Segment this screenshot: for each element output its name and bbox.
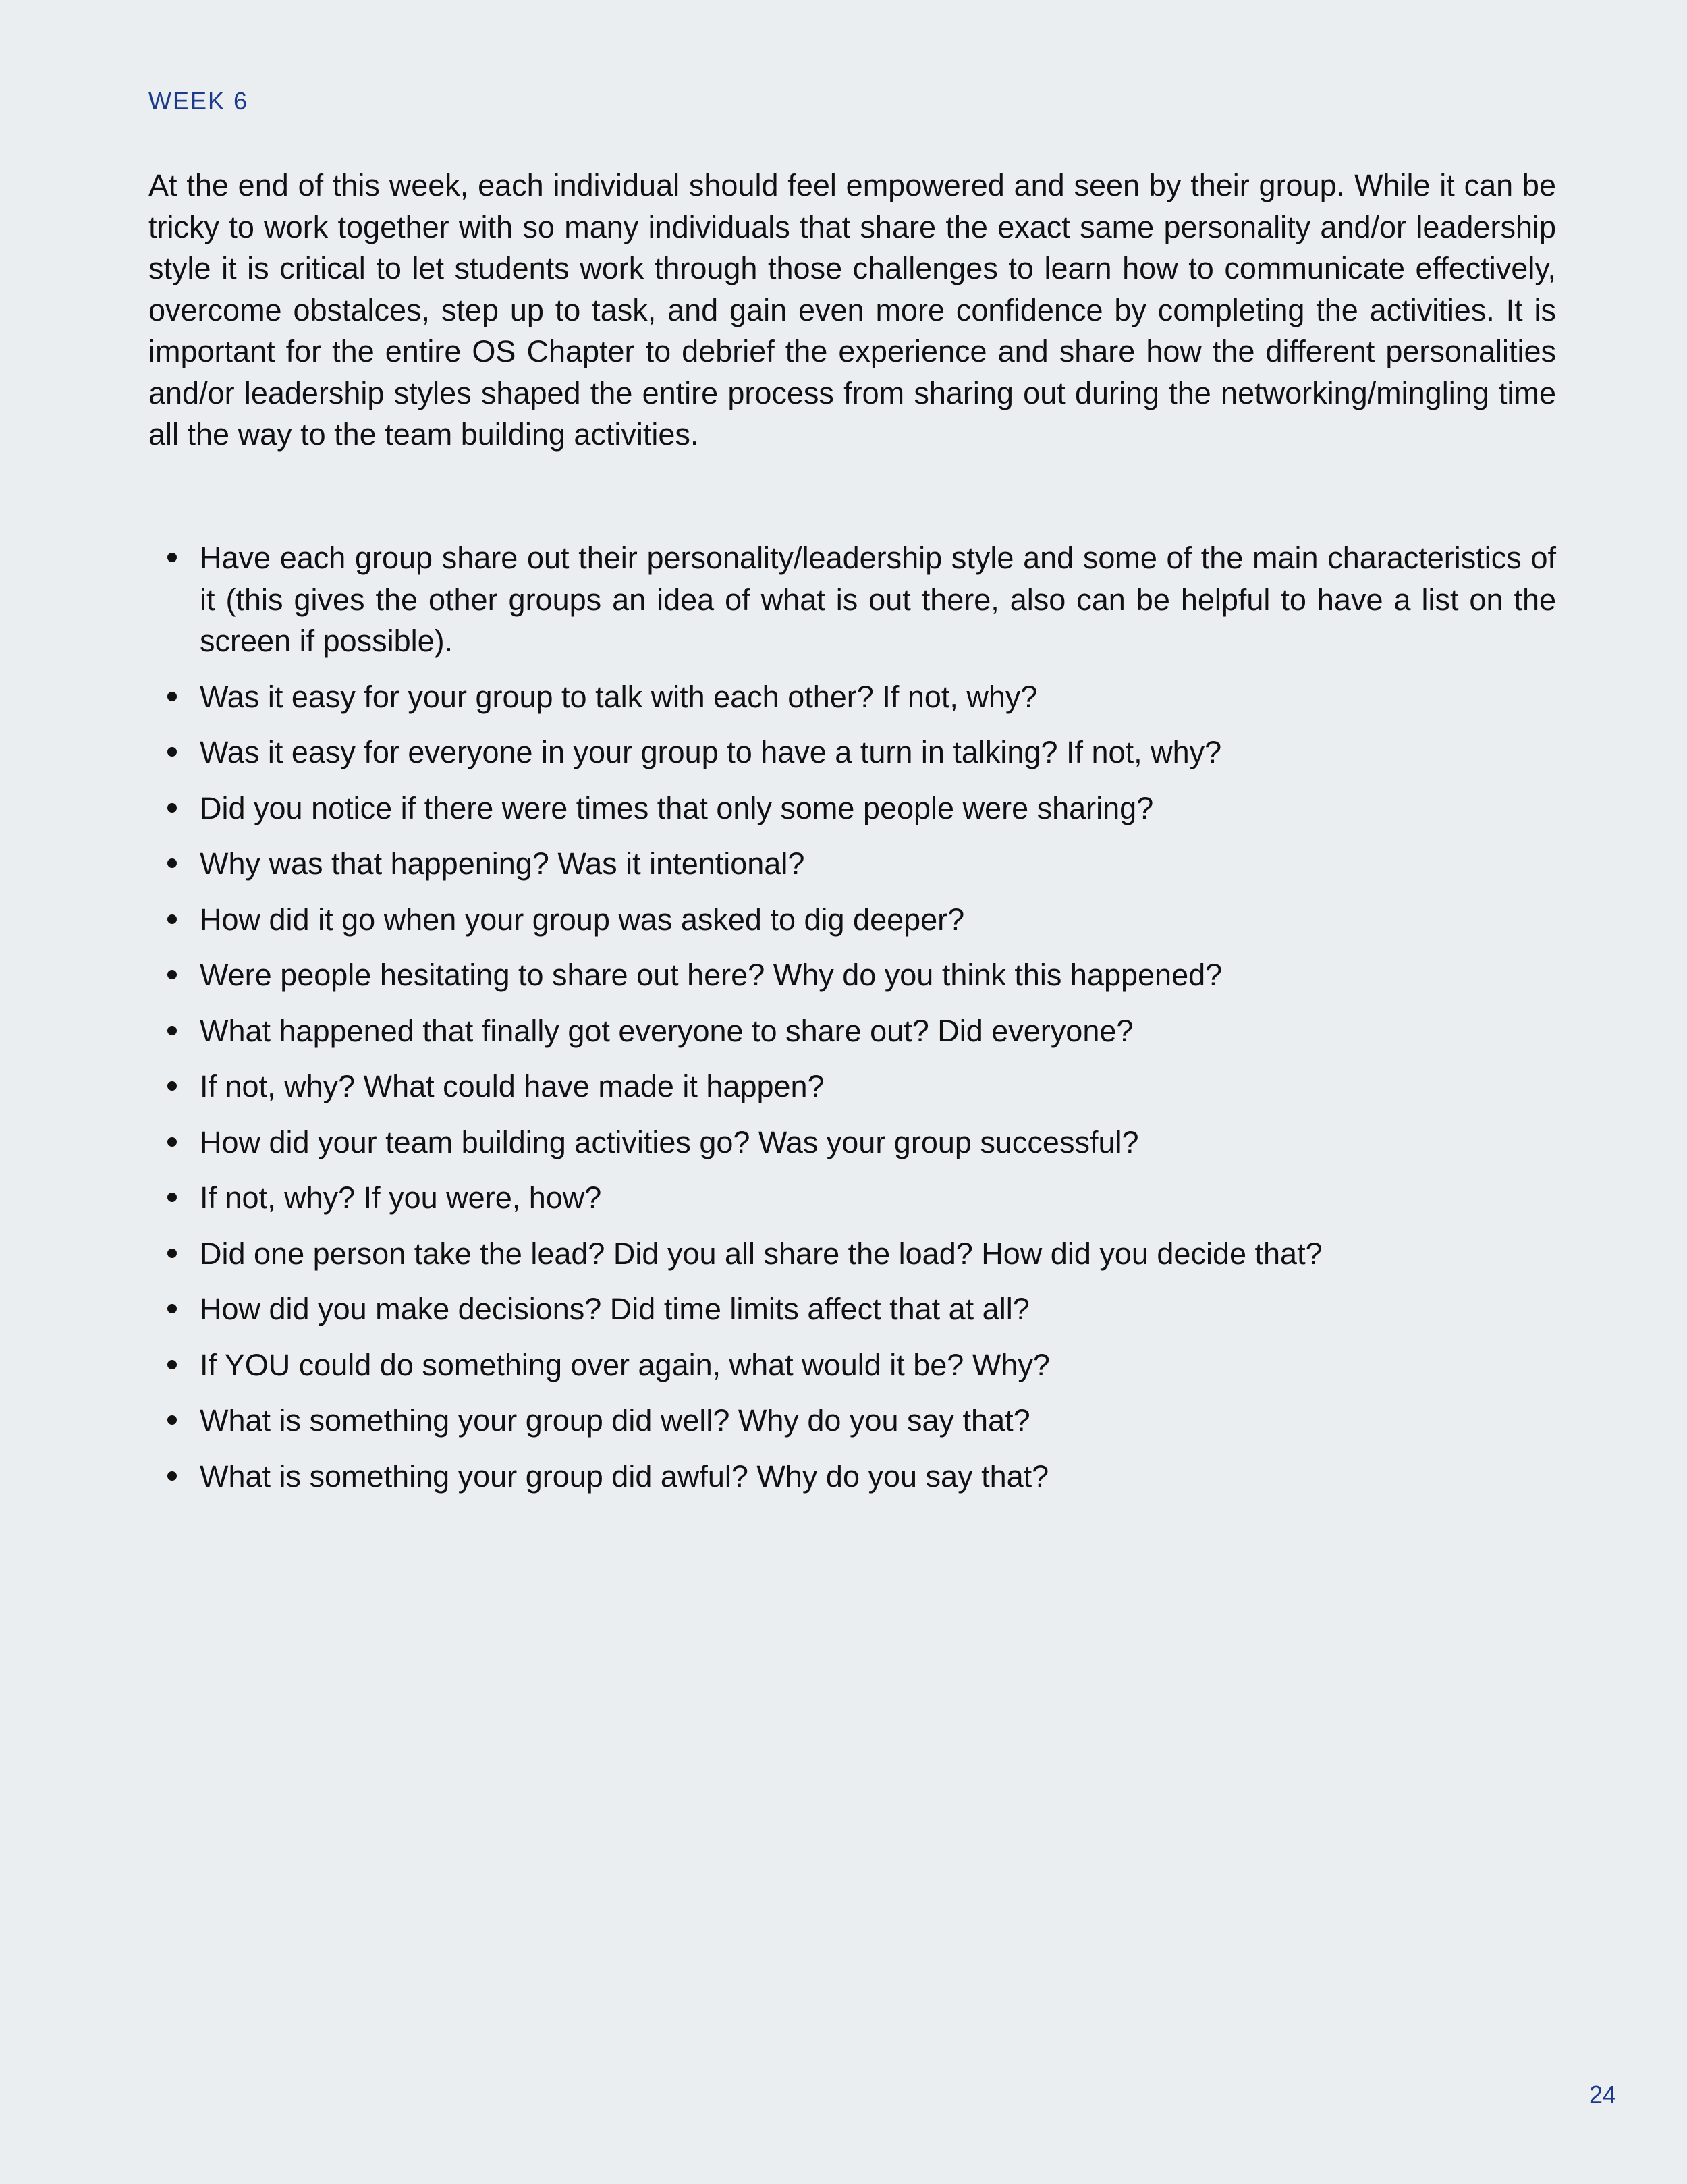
question-text: How did it go when your group was asked to dig deeper? [200, 902, 965, 937]
bullet-icon [167, 1137, 177, 1147]
bullet-icon [167, 692, 177, 701]
bullet-icon [167, 1304, 177, 1313]
question-text: Why was that happening? Was it intentional? [200, 846, 805, 881]
bullet-icon [167, 747, 177, 757]
question-text: How did you make decisions? Did time limits affect that at all? [200, 1292, 1030, 1326]
question-text: Was it easy for your group to talk with each other? If not, why? [200, 679, 1038, 714]
bullet-icon [167, 1081, 177, 1091]
bullet-icon [167, 553, 177, 562]
question-text: What happened that finally got everyone to share out? Did everyone? [200, 1013, 1134, 1048]
list-item [148, 788, 1556, 829]
list-item [148, 1066, 1556, 1108]
intro-paragraph: At the end of this week, each individual should feel empowered and seen by their group. While it can be tricky to work together with so many individuals that share the exact same personality and/or leadership style it is critical to let students work through those challenges to learn how to communicate effectively, overcome obstalces, step up to task, and gain even more confidence by completing the activities. It is important for the entire OS Chapter to debrief the experience and share how the different personalities and/or leadership styles shaped the entire process from sharing out during the networking/mingling time all the way to the team building activities. [148, 168, 1556, 452]
list-item [148, 1122, 1556, 1164]
question-text: If not, why? If you were, how? [200, 1180, 602, 1215]
question-text: How did your team building activities go? Was your group successful? [200, 1124, 1139, 1159]
list-item [148, 676, 1556, 718]
list-item [148, 1456, 1556, 1498]
question-text: What is something your group did well? Why do you say that? [200, 1403, 1030, 1438]
list-item [148, 899, 1556, 941]
bullet-icon [167, 1249, 177, 1258]
question-text: Was it easy for everyone in your group to have a turn in talking? If not, why? [200, 735, 1222, 769]
bullet-icon [167, 803, 177, 813]
list-item [148, 1233, 1556, 1275]
list-item [148, 537, 1556, 662]
question-text: If not, why? What could have made it happen? [200, 1069, 825, 1103]
page-number: 24 [1588, 2081, 1616, 2108]
question-text: Were people hesitating to share out here? Why do you think this happened? [200, 958, 1223, 992]
bullet-icon [167, 1026, 177, 1035]
question-text: If YOU could do something over again, what would it be? Why? [200, 1347, 1050, 1382]
question-text: Did you notice if there were times that only some people were sharing? [200, 790, 1154, 825]
list-item [148, 732, 1556, 773]
list-item [148, 1288, 1556, 1330]
bullet-icon [167, 1471, 177, 1481]
list-item [148, 1177, 1556, 1219]
bullet-icon [167, 970, 177, 979]
list-item [148, 843, 1556, 885]
question-text: Have each group share out their personality/leadership style and some of the main characteristics of it (this gives the other groups an idea of what is out there, also can be helpful to have a list on the screen if possible). [200, 541, 1556, 658]
list-item [148, 954, 1556, 996]
bullet-icon [167, 914, 177, 924]
list-item [148, 1344, 1556, 1386]
question-text: Did one person take the lead? Did you all share the load? How did you decide that? [200, 1236, 1323, 1271]
bullet-icon [167, 858, 177, 868]
bullet-icon [167, 1193, 177, 1202]
bullet-icon [167, 1360, 177, 1369]
debrief-question-list [148, 537, 1556, 1511]
bullet-icon [167, 1415, 177, 1425]
list-item [148, 1400, 1556, 1442]
list-item [148, 1010, 1556, 1052]
question-text: What is something your group did awful? Why do you say that? [200, 1458, 1049, 1494]
week-label: WEEK 6 [148, 87, 249, 115]
